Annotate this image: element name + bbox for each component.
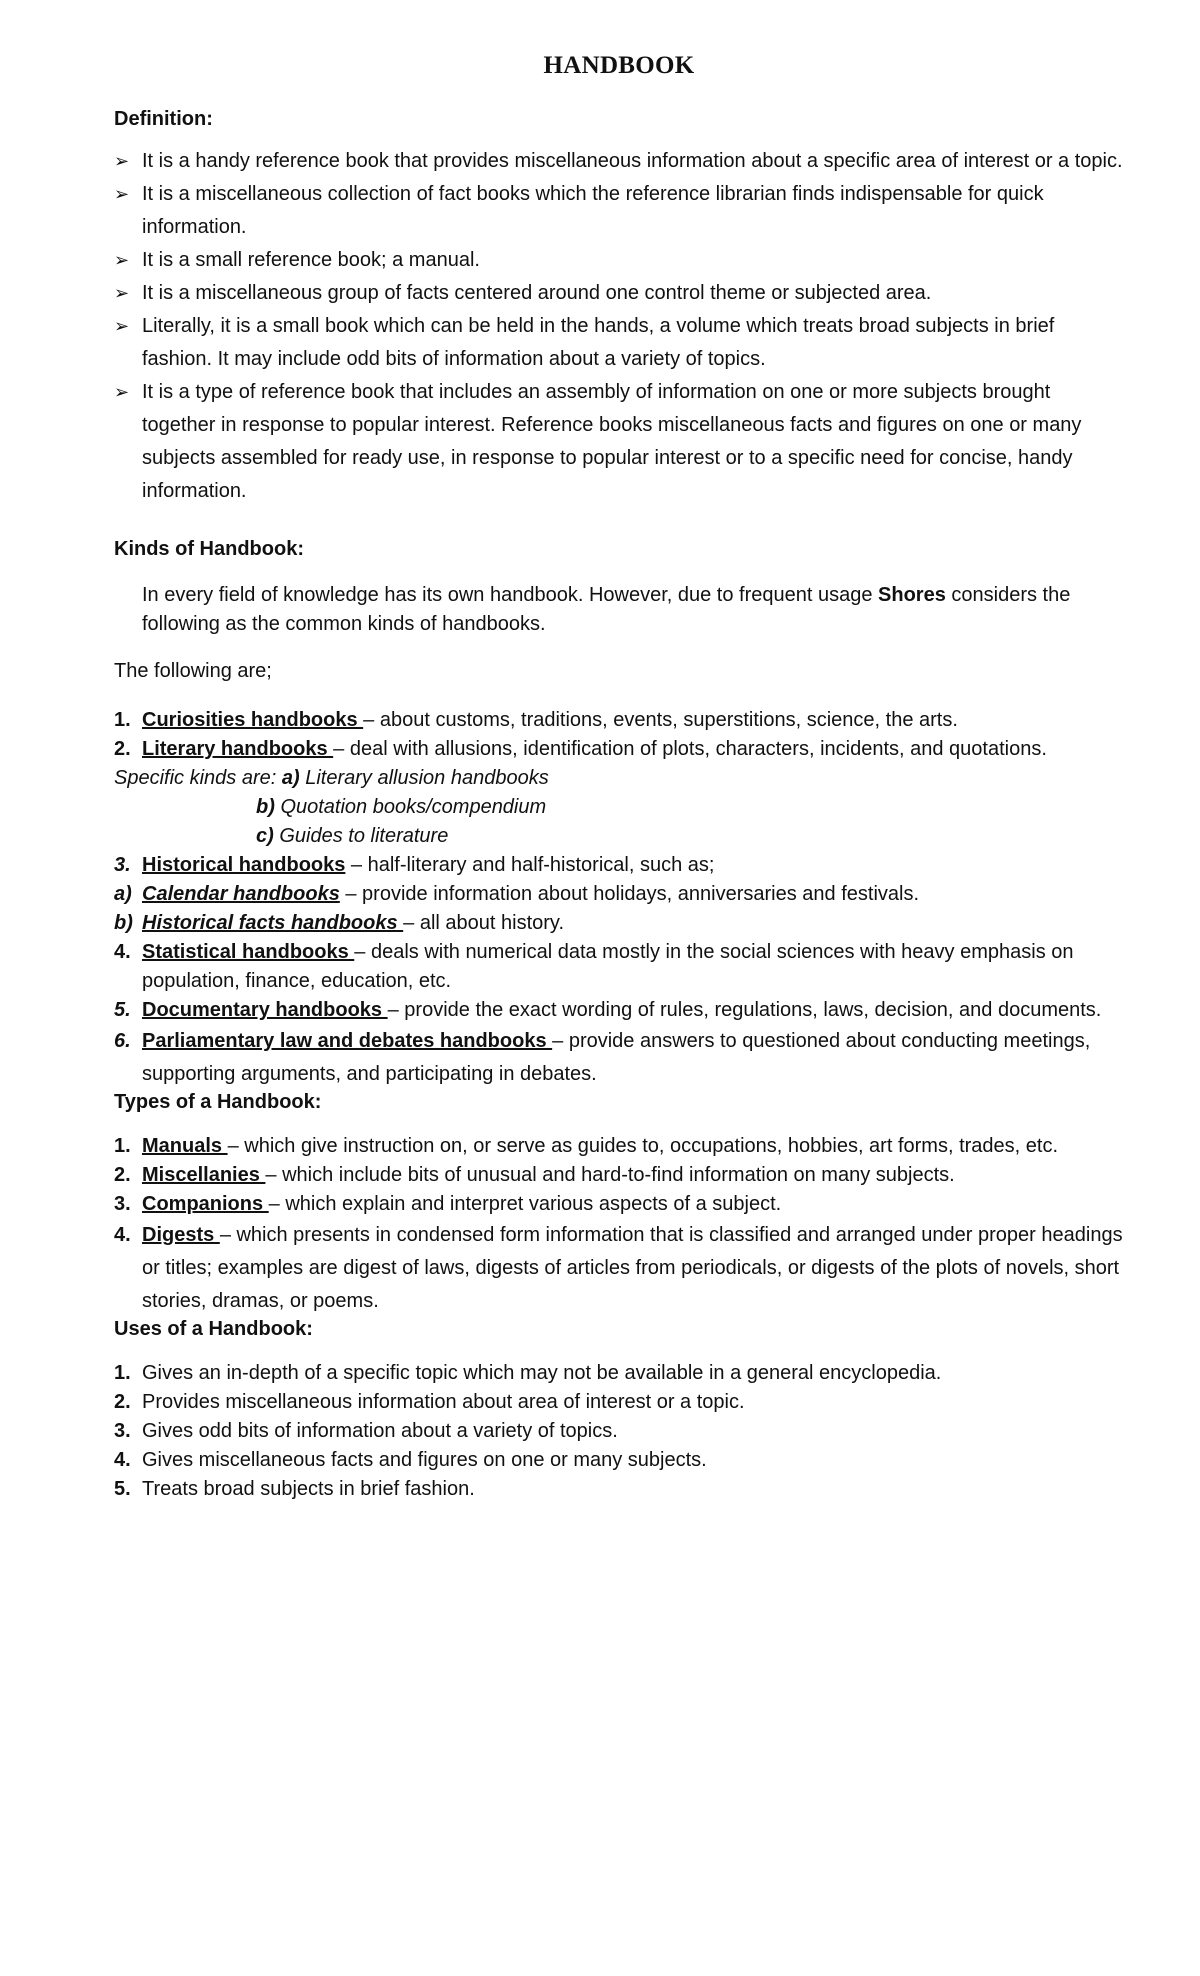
uses-item: 3. Gives odd bits of information about a variety of topics. [114, 1420, 618, 1442]
types-heading: Types of a Handbook: [114, 1091, 322, 1113]
kinds-item: 4. Statistical handbooks – deals with numerical data mostly in the social sciences with heavy emphasis on population, finance, education, etc. [114, 941, 1074, 992]
types-item: 1. Manuals – which give instruction on, or serve as guides to, occupations, hobbies, art forms, trades, etc. [114, 1135, 1058, 1157]
kinds-item: 6. Parliamentary law and debates handbooks – provide answers to questioned about conducting meetings, supporting arguments, and participating in debates. [114, 1030, 1091, 1085]
document-page [114, 52, 1124, 1504]
arrow-bullet-icon: ➢ [114, 250, 130, 270]
kinds-item: 1. Curiosities handbooks – about customs, traditions, events, superstitions, science, the arts. [114, 709, 958, 731]
types-item: 2. Miscellanies – which include bits of unusual and hard-to-find information on many subjects. [114, 1164, 955, 1186]
definition-item: ➢ It is a type of reference book that includes an assembly of information on one or more subjects brought together in response to popular interest. Reference books miscellaneous facts and figures on one or many subjects assembled for ready use, in response to popular interest or to a specific need for concise, handy information. [114, 376, 1124, 508]
types-item: 3. Companions – which explain and interpret various aspects of a subject. [114, 1193, 782, 1215]
arrow-bullet-icon: ➢ [114, 316, 130, 336]
arrow-bullet-icon: ➢ [114, 151, 130, 171]
definition-item: ➢ Literally, it is a small book which can be held in the hands, a volume which treats broad subjects in brief fashion. It may include odd bits of information about a variety of topics. [114, 310, 1124, 376]
arrow-bullet-icon: ➢ [114, 283, 130, 303]
kinds-item: 2. Literary handbooks – deal with allusions, identification of plots, characters, incidents, and quotations. [114, 738, 1047, 760]
definition-item: ➢ It is a small reference book; a manual. [114, 244, 1124, 277]
uses-list [114, 1359, 1124, 1504]
kinds-subitem: a) Calendar handbooks – provide information about holidays, anniversaries and festivals. [114, 883, 920, 905]
specific-kind: c) Guides to literature [256, 825, 449, 847]
kinds-item: 5. Documentary handbooks – provide the exact wording of rules, regulations, laws, decision, and documents. [114, 999, 1102, 1021]
kinds-intro: In every field of knowledge has its own handbook. However, due to frequent usage Shores considers the following as the common kinds of handbooks. [142, 584, 1071, 635]
uses-heading: Uses of a Handbook: [114, 1318, 313, 1340]
arrow-bullet-icon: ➢ [114, 382, 130, 402]
uses-item: 1. Gives an in-depth of a specific topic which may not be available in a general encyclopedia. [114, 1362, 942, 1384]
uses-item: 5. Treats broad subjects in brief fashion. [114, 1478, 475, 1500]
kinds-list [114, 706, 1124, 764]
definition-list [114, 145, 1124, 508]
kinds-subitem: b) Historical facts handbooks – all about history. [114, 912, 565, 934]
definition-item: ➢ It is a handy reference book that provides miscellaneous information about a specific area of interest or a topic. [114, 145, 1124, 178]
types-list [114, 1132, 1124, 1318]
uses-item: 4. Gives miscellaneous facts and figures on one or many subjects. [114, 1449, 707, 1471]
specific-kind: Specific kinds are: a) Literary allusion handbooks [114, 767, 549, 789]
arrow-bullet-icon: ➢ [114, 184, 130, 204]
definition-heading: Definition: [114, 108, 213, 130]
definition-item: ➢ It is a miscellaneous collection of fact books which the reference librarian finds indispensable for quick information. [114, 178, 1124, 244]
specific-kind: b) Quotation books/compendium [256, 796, 547, 818]
kinds-list-continued [114, 851, 1124, 1091]
following-label: The following are; [114, 660, 272, 682]
specific-kinds [114, 764, 1124, 851]
uses-item: 2. Provides miscellaneous information about area of interest or a topic. [114, 1391, 745, 1413]
document-title: HANDBOOK [543, 52, 695, 79]
definition-item: ➢ It is a miscellaneous group of facts centered around one control theme or subjected area. [114, 277, 1124, 310]
kinds-heading: Kinds of Handbook: [114, 538, 304, 560]
kinds-item: 3. Historical handbooks – half-literary and half-historical, such as; [114, 854, 715, 876]
types-item: 4. Digests – which presents in condensed form information that is classified and arranged under proper headings or titles; examples are digest of laws, digests of articles from periodicals, or digests of the plots of novels, short stories, dramas, or poems. [114, 1224, 1123, 1312]
